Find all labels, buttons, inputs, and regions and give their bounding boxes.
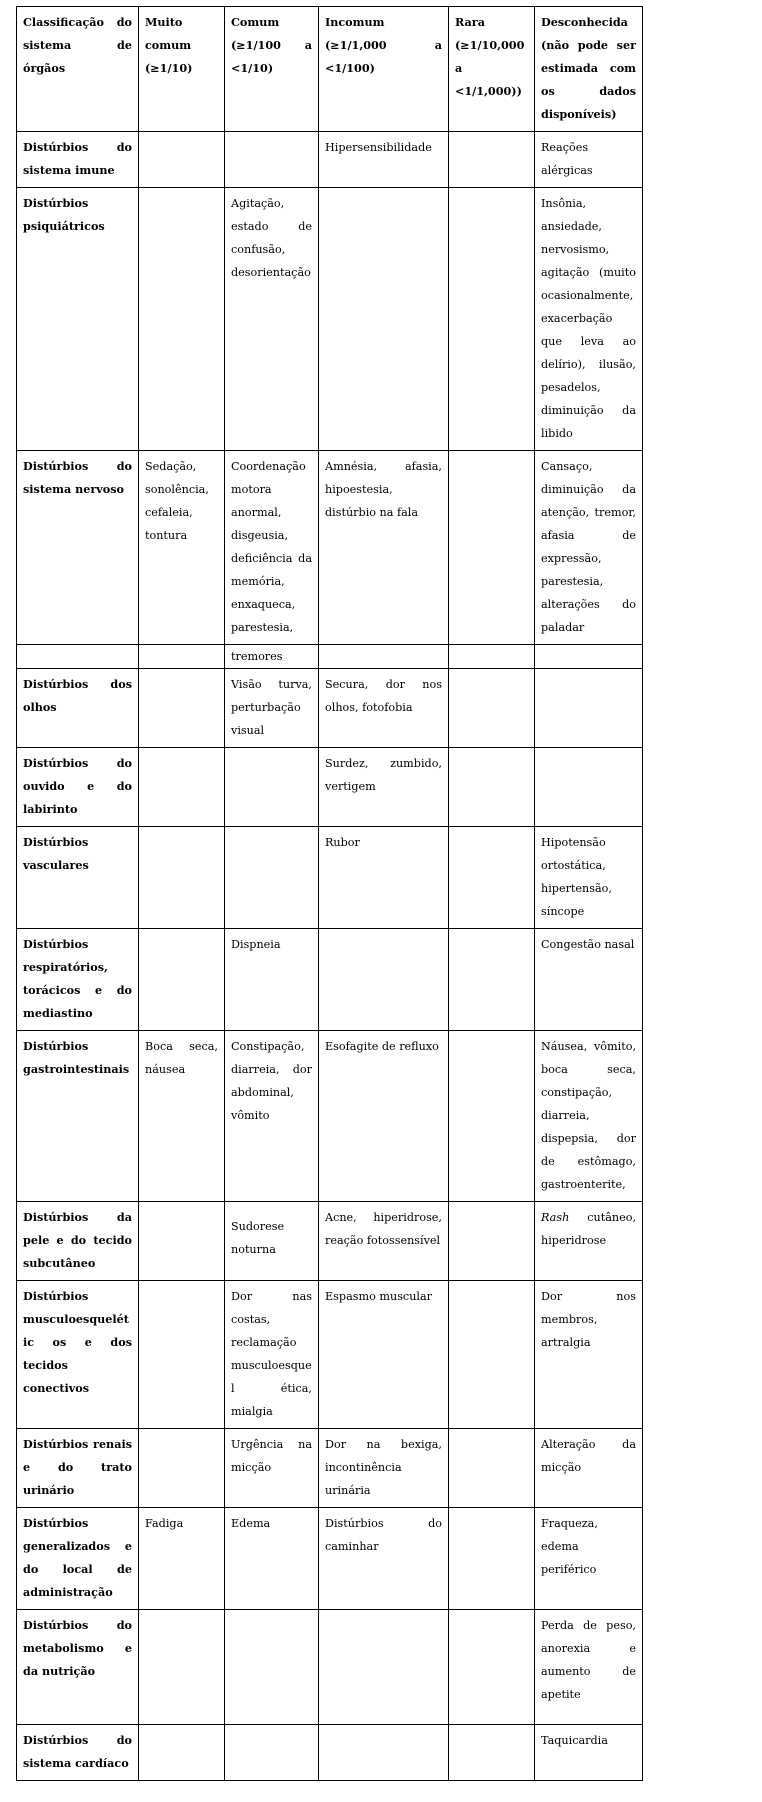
rare-cell [449, 451, 535, 645]
header-organ-class: Classificação do sistema de órgãos [17, 7, 139, 132]
table-row [17, 1610, 643, 1725]
header-very-common: Muito comum (≥1/10) [139, 7, 225, 132]
very-common-cell: Sedação, sonolência, cefaleia, tontura [139, 451, 225, 645]
very-common-cell [139, 1429, 225, 1508]
uncommon-cell [319, 929, 449, 1031]
very-common-cell [139, 1610, 225, 1725]
rare-cell [449, 645, 535, 669]
rash-italic-word: Rash [541, 1211, 570, 1224]
very-common-cell [139, 929, 225, 1031]
common-cell [225, 827, 319, 929]
common-cell: Constipação, diarreia, dor abdominal, vômito [225, 1031, 319, 1202]
rare-cell [449, 929, 535, 1031]
very-common-cell [139, 132, 225, 188]
header-uncommon: Incomum (≥1/1,000 a <1/100) [319, 7, 449, 132]
unknown-cell: Perda de peso, anorexia e aumento de apetite [535, 1610, 643, 1725]
very-common-cell: Fadiga [139, 1508, 225, 1610]
rare-cell [449, 669, 535, 748]
table-row [17, 188, 643, 451]
common-cell [225, 1610, 319, 1725]
unknown-cell: Congestão nasal [535, 929, 643, 1031]
common-cell [225, 132, 319, 188]
common-cell: Dor nas costas, reclamação musculoesquel ética, mialgia [225, 1281, 319, 1429]
rash-rest-text: cutâneo, hiperidrose [541, 1211, 636, 1247]
organ-class-cell: Distúrbios do sistema cardíaco [17, 1725, 139, 1781]
rare-cell [449, 188, 535, 451]
uncommon-cell: Espasmo muscular [319, 1281, 449, 1429]
header-row [17, 7, 643, 132]
unknown-cell [535, 1202, 643, 1281]
table-row [17, 1031, 643, 1202]
rare-cell [449, 132, 535, 188]
organ-class-cell: Distúrbios do metabolismo e da nutrição [17, 1610, 139, 1725]
very-common-cell [139, 827, 225, 929]
table-row [17, 669, 643, 748]
organ-class-cell: Distúrbios dos olhos [17, 669, 139, 748]
organ-class-cell: Distúrbios do ouvido e do labirinto [17, 748, 139, 827]
header-common: Comum (≥1/100 a <1/10) [225, 7, 319, 132]
table-row [17, 451, 643, 645]
organ-class-cell: Distúrbios renais e do trato urinário [17, 1429, 139, 1508]
uncommon-cell [319, 1725, 449, 1781]
unknown-cell: Hipotensão ortostática, hipertensão, síncope [535, 827, 643, 929]
adverse-reactions-sheet [16, 6, 642, 1781]
rare-cell [449, 1202, 535, 1281]
very-common-cell [139, 188, 225, 451]
uncommon-cell: Dor na bexiga, incontinência urinária [319, 1429, 449, 1508]
organ-class-cell: Distúrbios da pele e do tecido subcutâneo [17, 1202, 139, 1281]
uncommon-cell [319, 1610, 449, 1725]
uncommon-cell: Hipersensibilidade [319, 132, 449, 188]
organ-class-cell: Distúrbios musculoesquelétic os e dos tecidos conectivos [17, 1281, 139, 1429]
table-row [17, 645, 643, 669]
organ-class-cell: Distúrbios psiquiátricos [17, 188, 139, 451]
adverse-reactions-table [16, 6, 643, 1781]
common-cell [225, 1725, 319, 1781]
unknown-cell: Insônia, ansiedade, nervosismo, agitação (muito ocasionalmente, exacerbação que leva ao delírio), ilusão, pesadelos, diminuição da libido [535, 188, 643, 451]
table-row [17, 1202, 643, 1281]
unknown-cell [535, 669, 643, 748]
table-row [17, 827, 643, 929]
organ-class-cell: Distúrbios vasculares [17, 827, 139, 929]
organ-class-cell: Distúrbios generalizados e do local de administração [17, 1508, 139, 1610]
organ-class-cell: Distúrbios gastrointestinais [17, 1031, 139, 1202]
very-common-cell: Boca seca, náusea [139, 1031, 225, 1202]
table-row [17, 132, 643, 188]
rare-cell [449, 827, 535, 929]
unknown-cell: Reações alérgicas [535, 132, 643, 188]
rare-cell [449, 1031, 535, 1202]
very-common-cell [139, 1725, 225, 1781]
very-common-cell [139, 748, 225, 827]
rare-cell [449, 1281, 535, 1429]
organ-class-cell: Distúrbios respiratórios, torácicos e do mediastino [17, 929, 139, 1031]
rare-cell [449, 1508, 535, 1610]
uncommon-cell [319, 188, 449, 451]
unknown-cell: Alteração da micção [535, 1429, 643, 1508]
very-common-cell [139, 645, 225, 669]
very-common-cell [139, 669, 225, 748]
common-cell: Dispneia [225, 929, 319, 1031]
common-cell: Coordenação motora anormal, disgeusia, deficiência da memória, enxaqueca, parestesia, [225, 451, 319, 645]
common-cell: Edema [225, 1508, 319, 1610]
rare-cell [449, 1610, 535, 1725]
uncommon-cell: Rubor [319, 827, 449, 929]
organ-class-cell: Distúrbios do sistema nervoso [17, 451, 139, 645]
uncommon-cell: Surdez, zumbido, vertigem [319, 748, 449, 827]
unknown-cell [535, 748, 643, 827]
uncommon-cell: Esofagite de refluxo [319, 1031, 449, 1202]
unknown-cell [535, 645, 643, 669]
very-common-cell [139, 1281, 225, 1429]
uncommon-cell: Distúrbios do caminhar [319, 1508, 449, 1610]
table-row [17, 1725, 643, 1781]
rare-cell [449, 748, 535, 827]
common-cell: Visão turva, perturbação visual [225, 669, 319, 748]
common-cell: Sudorese noturna [225, 1202, 319, 1281]
common-cell: Agitação, estado de confusão, desorientação [225, 188, 319, 451]
header-unknown: Desconhecida (não pode ser estimada com os dados disponíveis) [535, 7, 643, 132]
common-cell: tremores [225, 645, 319, 669]
unknown-cell: Dor nos membros, artralgia [535, 1281, 643, 1429]
unknown-cell: Náusea, vômito, boca seca, constipação, diarreia, dispepsia, dor de estômago, gastroenterite, [535, 1031, 643, 1202]
common-cell: Urgência na micção [225, 1429, 319, 1508]
unknown-cell: Taquicardia [535, 1725, 643, 1781]
table-row [17, 1281, 643, 1429]
uncommon-cell [319, 645, 449, 669]
organ-class-cell [17, 645, 139, 669]
common-cell [225, 748, 319, 827]
organ-class-cell: Distúrbios do sistema imune [17, 132, 139, 188]
table-row [17, 1429, 643, 1508]
uncommon-cell: Acne, hiperidrose, reação fotossensível [319, 1202, 449, 1281]
table-row [17, 929, 643, 1031]
table-row [17, 748, 643, 827]
very-common-cell [139, 1202, 225, 1281]
unknown-cell: Fraqueza, edema periférico [535, 1508, 643, 1610]
table-row [17, 1508, 643, 1610]
rare-cell [449, 1725, 535, 1781]
uncommon-cell: Secura, dor nos olhos, fotofobia [319, 669, 449, 748]
rare-cell [449, 1429, 535, 1508]
uncommon-cell: Amnésia, afasia, hipoestesia, distúrbio na fala [319, 451, 449, 645]
header-rare: Rara (≥1/10,000 a <1/1,000)) [449, 7, 535, 132]
unknown-cell: Cansaço, diminuição da atenção, tremor, afasia de expressão, parestesia, alterações do paladar [535, 451, 643, 645]
